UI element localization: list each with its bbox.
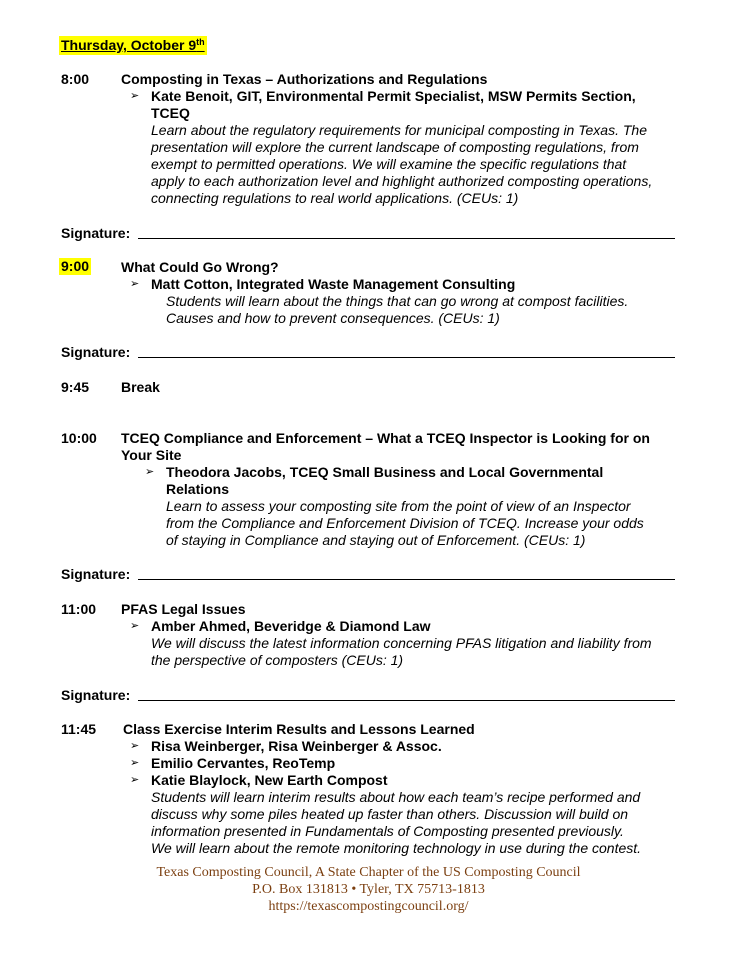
bullet-arrow-icon: ➢	[130, 740, 140, 752]
signature-label: Signature:	[61, 687, 131, 703]
day-suffix: th	[196, 37, 205, 47]
description-line: Learn to assess your composting site from the point of view of an Inspector	[166, 498, 631, 514]
session-title: PFAS Legal Issues	[121, 601, 246, 617]
description-line: presentation will explore the current landscape of composting regulations, from	[151, 139, 639, 155]
signature-label: Signature:	[61, 344, 131, 360]
bullet-arrow-icon: ➢	[145, 466, 155, 478]
bullet-arrow-icon: ➢	[130, 774, 140, 786]
bullet-arrow-icon: ➢	[130, 620, 140, 632]
footer-url[interactable]: https://texascompostingcouncil.org/	[268, 899, 469, 914]
session-title: Class Exercise Interim Results and Lessons Learned	[123, 721, 475, 737]
signature-line[interactable]	[138, 238, 675, 239]
session-time: 11:45	[61, 721, 97, 737]
description-line: exempt to permitted operations. We will examine the specific regulations that	[151, 156, 627, 172]
speaker-line: Theodora Jacobs, TCEQ Small Business and Local Governmental	[166, 464, 604, 480]
footer-address: P.O. Box 131813 • Tyler, TX 75713-1813	[252, 882, 485, 897]
speaker-line: Emilio Cervantes, ReoTemp	[151, 755, 336, 771]
description-line: connecting regulations to real world applications. (CEUs: 1)	[151, 190, 519, 206]
description-line: the perspective of composters (CEUs: 1)	[151, 652, 404, 668]
speaker-line: Amber Ahmed, Beveridge & Diamond Law	[151, 618, 431, 634]
description-line: of staying in Compliance and staying out of Enforcement. (CEUs: 1)	[166, 532, 586, 548]
speaker-line: TCEQ	[151, 105, 190, 121]
signature-line[interactable]	[138, 700, 675, 701]
speaker-line: Matt Cotton, Integrated Waste Management Consulting	[151, 276, 516, 292]
description-line: Students will learn interim results about how each team’s recipe performed and	[151, 789, 641, 805]
signature-line[interactable]	[138, 579, 675, 580]
footer-org: Texas Composting Council, A State Chapter of the US Composting Council	[156, 865, 581, 880]
signature-line[interactable]	[138, 357, 675, 358]
session-time: 11:00	[61, 601, 97, 617]
session-time: 8:00	[61, 71, 90, 87]
speaker-line: Katie Blaylock, New Earth Compost	[151, 772, 388, 788]
bullet-arrow-icon: ➢	[130, 278, 140, 290]
speaker-line: Relations	[166, 481, 230, 497]
description-line: Students will learn about the things that can go wrong at compost facilities.	[166, 293, 629, 309]
session-title: Composting in Texas – Authorizations and Regulations	[121, 71, 488, 87]
description-line: from the Compliance and Enforcement Division of TCEQ. Increase your odds	[166, 515, 644, 531]
description-line: Causes and how to prevent consequences. (CEUs: 1)	[166, 310, 500, 326]
session-title: What Could Go Wrong?	[121, 259, 279, 275]
session-time: 9:00	[61, 258, 90, 274]
bullet-arrow-icon: ➢	[130, 90, 140, 102]
signature-label: Signature:	[61, 566, 131, 582]
day-heading: Thursday, October 9th	[61, 37, 205, 53]
description-line: We will learn about the remote monitoring technology in use during the contest.	[151, 840, 642, 856]
session-time: 10:00	[61, 430, 97, 446]
description-line: apply to each authorization level and highlight authorized composting operations,	[151, 173, 653, 189]
speaker-line: Kate Benoit, GIT, Environmental Permit Specialist, MSW Permits Section,	[151, 88, 636, 104]
signature-label: Signature:	[61, 225, 131, 241]
session-title: Your Site	[121, 447, 182, 463]
description-line: discuss why some piles heated up faster than others. Discussion will build on	[151, 806, 629, 822]
speaker-line: Risa Weinberger, Risa Weinberger & Assoc.	[151, 738, 442, 754]
session-time: 9:45	[61, 379, 90, 395]
footer	[0, 864, 737, 915]
description-line: Learn about the regulatory requirements for municipal composting in Texas. The	[151, 122, 647, 138]
session-title: TCEQ Compliance and Enforcement – What a TCEQ Inspector is Looking for on	[121, 430, 650, 446]
bullet-arrow-icon: ➢	[130, 757, 140, 769]
session-title: Break	[121, 379, 160, 395]
description-line: information presented in Fundamentals of Composting presented previously.	[151, 823, 624, 839]
description-line: We will discuss the latest information concerning PFAS litigation and liability from	[151, 635, 652, 651]
